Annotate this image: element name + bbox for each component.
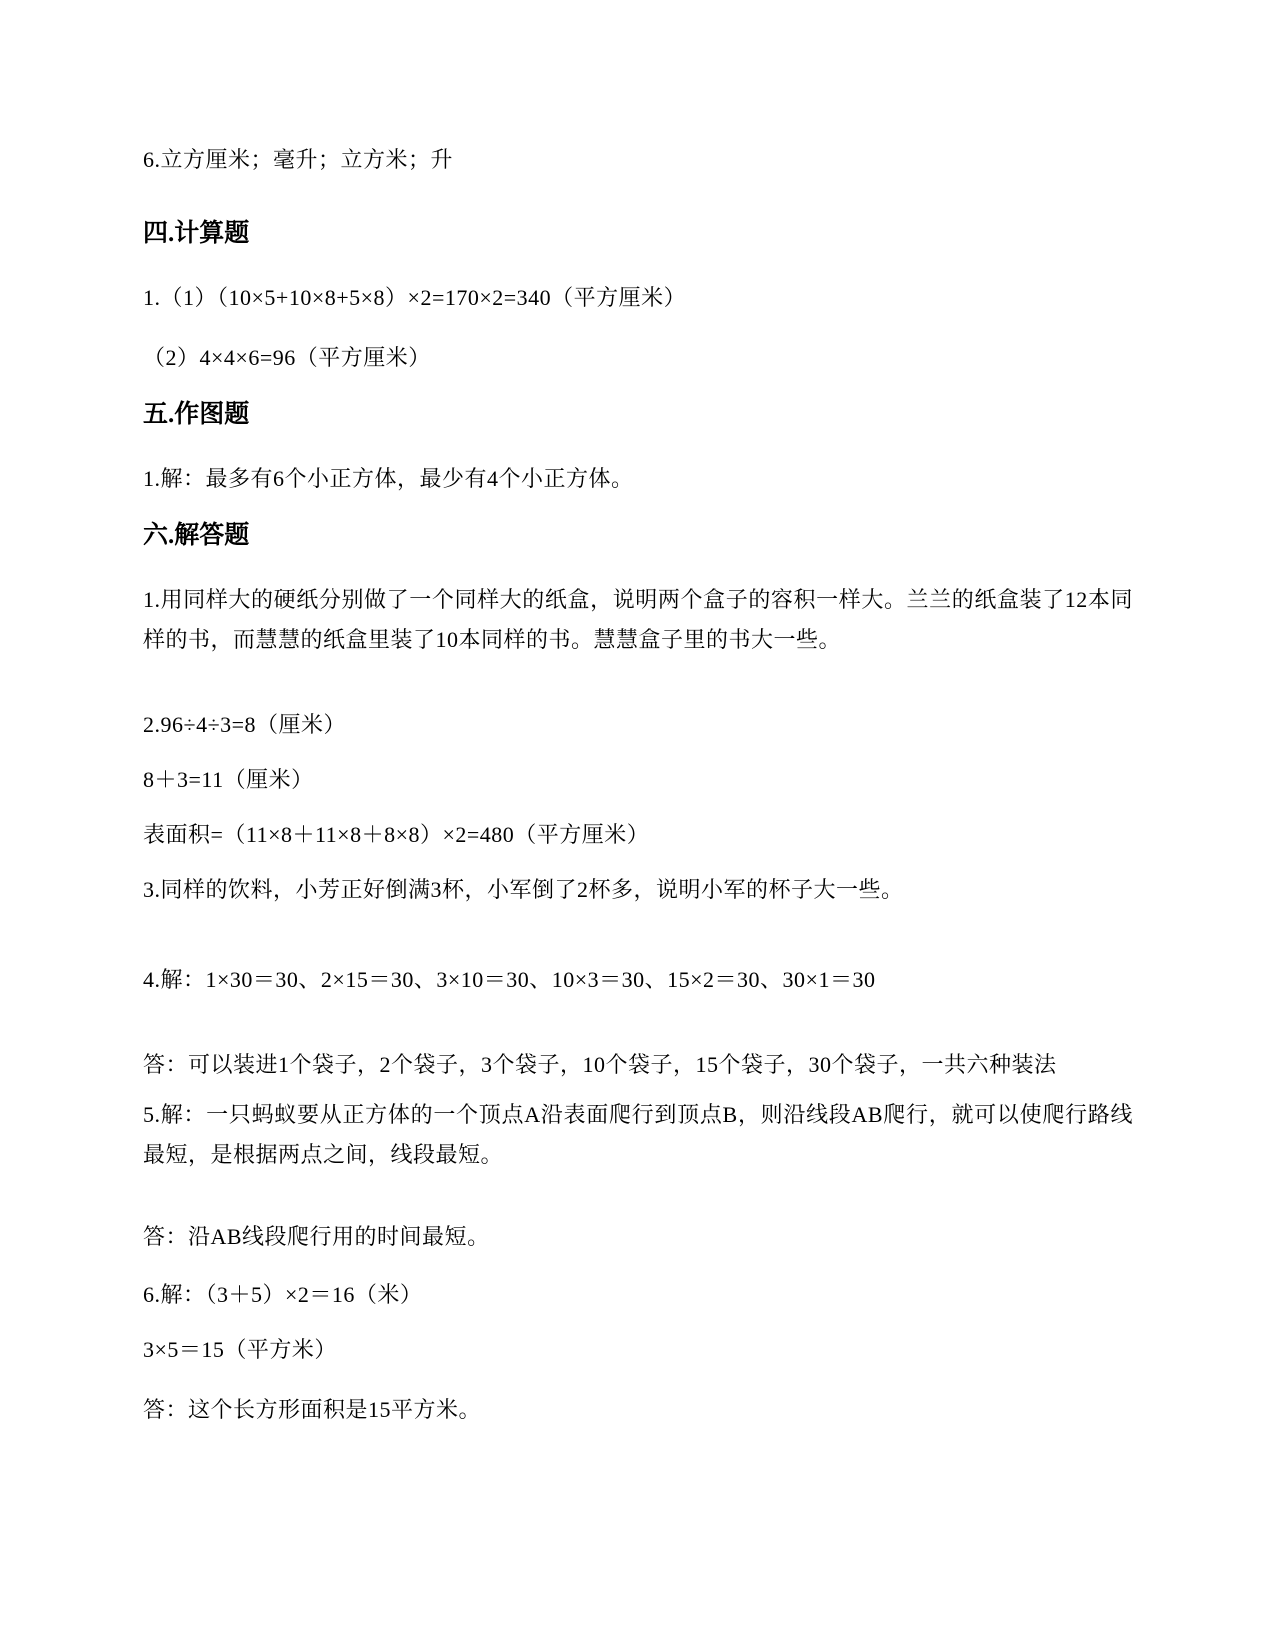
word-problem-answer-5-solution: 5.解：一只蚂蚁要从正方体的一个顶点A沿表面爬行到顶点B，则沿线段AB爬行，就可以使爬行路线最短，是根据两点之间，线段最短。 xyxy=(143,1102,1133,1167)
word-problem-answer-4-conclusion: 答：可以装进1个袋子，2个袋子，3个袋子，10个袋子，15个袋子，30个袋子，一共六种装法 xyxy=(143,1052,1057,1077)
calc-answer-1-part1: 1.（1）（10×5+10×8+5×8）×2=170×2=340（平方厘米） xyxy=(143,285,687,310)
word-problem-answer-6-step2: 3×5＝15（平方米） xyxy=(143,1337,337,1362)
word-problem-answer-6-conclusion: 答：这个长方形面积是15平方米。 xyxy=(143,1397,482,1422)
word-problem-answer-6-step1: 6.解：（3＋5）×2＝16（米） xyxy=(143,1282,423,1307)
drawing-answer-1: 1.解：最多有6个小正方体，最少有4个小正方体。 xyxy=(143,466,634,491)
word-problem-answer-3: 3.同样的饮料，小芳正好倒满3杯，小军倒了2杯多，说明小军的杯子大一些。 xyxy=(143,877,904,902)
word-problem-answer-2-surface-area: 表面积=（11×8＋11×8＋8×8）×2=480（平方厘米） xyxy=(143,822,650,847)
section-heading-word-problems: 六.解答题 xyxy=(143,522,250,549)
section-heading-calculation: 四.计算题 xyxy=(143,220,250,247)
calc-answer-1-part2: （2）4×4×6=96（平方厘米） xyxy=(143,345,431,370)
word-problem-answer-2-step1: 2.96÷4÷3=8（厘米） xyxy=(143,712,347,737)
word-problem-answer-5-conclusion: 答：沿AB线段爬行用的时间最短。 xyxy=(143,1224,490,1249)
word-problem-answer-4-solution: 4.解：1×30＝30、2×15＝30、3×10＝30、10×3＝30、15×2＝30、30×1＝30 xyxy=(143,967,876,992)
answer-fill-blank-6-units: 6.立方厘米；毫升；立方米；升 xyxy=(143,147,454,172)
word-problem-answer-2-step2: 8＋3=11（厘米） xyxy=(143,767,314,792)
section-heading-drawing: 五.作图题 xyxy=(143,401,250,428)
word-problem-answer-1: 1.用同样大的硬纸分别做了一个同样大的纸盒，说明两个盒子的容积一样大。兰兰的纸盒装了12本同样的书，而慧慧的纸盒里装了10本同样的书。慧慧盒子里的书大一些。 xyxy=(143,587,1133,652)
